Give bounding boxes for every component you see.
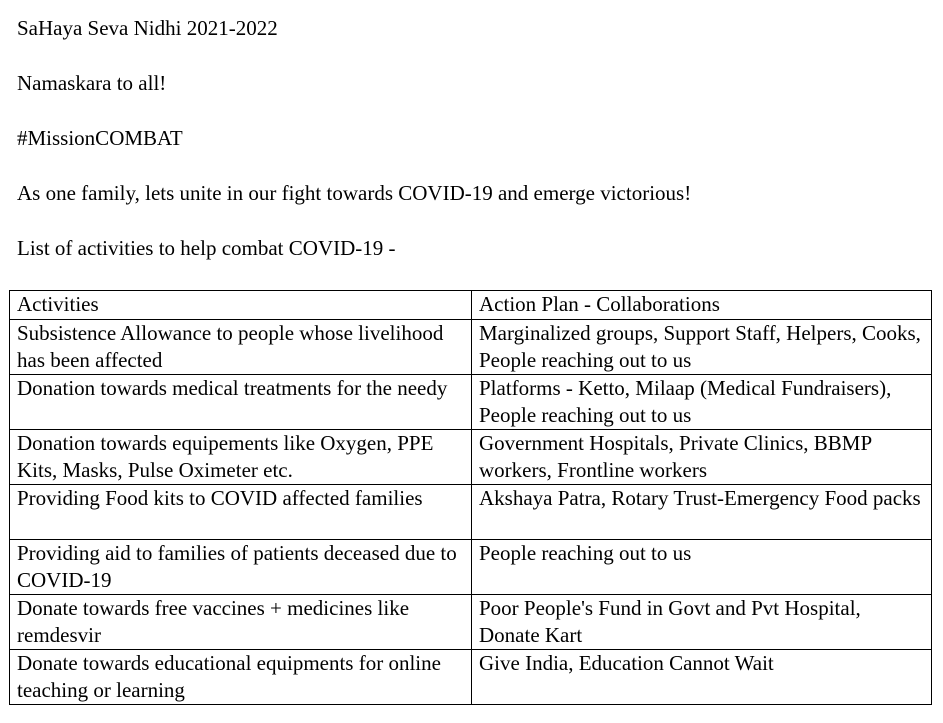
activity-cell: Donation towards medical treatments for the needy <box>10 375 472 430</box>
table-row <box>10 320 932 375</box>
activity-cell: Donation towards equipements like Oxygen, PPE Kits, Masks, Pulse Oximeter etc. <box>10 430 472 485</box>
table-row <box>10 650 932 705</box>
activity-cell: Donate towards educational equipments for online teaching or learning <box>10 650 472 705</box>
activity-cell: Subsistence Allowance to people whose livelihood has been affected <box>10 320 472 375</box>
table-row <box>10 540 932 595</box>
plan-cell: Marginalized groups, Support Staff, Helpers, Cooks, People reaching out to us <box>472 320 932 375</box>
list-intro-text: List of activities to help combat COVID-19 - <box>17 236 396 260</box>
plan-cell: Government Hospitals, Private Clinics, BBMP workers, Frontline workers <box>472 430 932 485</box>
header-activities: Activities <box>10 291 472 320</box>
table-row <box>10 595 932 650</box>
activity-cell: Providing aid to families of patients deceased due to COVID-19 <box>10 540 472 595</box>
table-header-row <box>10 291 932 320</box>
hashtag-text: #MissionCOMBAT <box>17 126 183 150</box>
plan-cell: People reaching out to us <box>472 540 932 595</box>
plan-cell: Platforms - Ketto, Milaap (Medical Fundraisers), People reaching out to us <box>472 375 932 430</box>
activity-cell: Donate towards free vaccines + medicines like remdesvir <box>10 595 472 650</box>
document-title: SaHaya Seva Nidhi 2021-2022 <box>17 16 278 40</box>
plan-cell: Akshaya Patra, Rotary Trust-Emergency Food packs <box>472 485 932 540</box>
activity-cell: Providing Food kits to COVID affected families <box>10 485 472 540</box>
table-row <box>10 430 932 485</box>
table-row <box>10 485 932 540</box>
activities-table <box>9 290 932 705</box>
greeting-text: Namaskara to all! <box>17 71 167 95</box>
header-action-plan: Action Plan - Collaborations <box>472 291 932 320</box>
plan-cell: Give India, Education Cannot Wait <box>472 650 932 705</box>
unite-text: As one family, lets unite in our fight towards COVID-19 and emerge victorious! <box>17 181 692 205</box>
plan-cell: Poor People's Fund in Govt and Pvt Hospital, Donate Kart <box>472 595 932 650</box>
table-row <box>10 375 932 430</box>
